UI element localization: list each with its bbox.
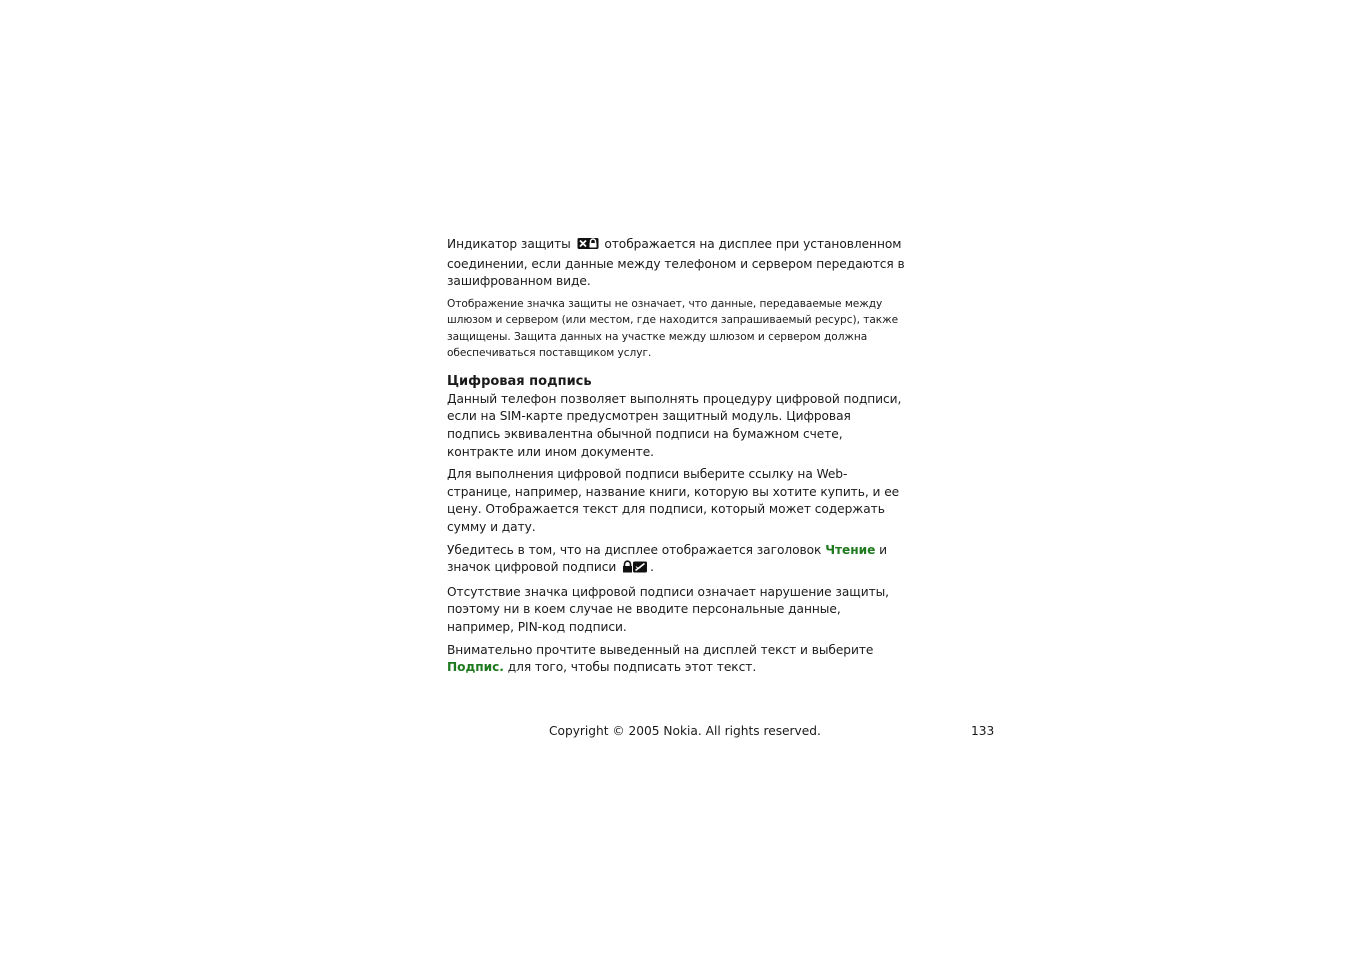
p4-text-2: и значок цифровой подписи xyxy=(447,542,887,575)
section-heading: Цифровая подпись xyxy=(447,373,592,389)
sign-command-highlight: Подпис. xyxy=(447,660,504,675)
p1-text-start: Индикатор защиты xyxy=(447,237,575,251)
digital-signature-icon xyxy=(622,560,648,579)
signature-steps-paragraph: Для выполнения цифровой подписи выберите ссылку на Web-странице, например, название книги, которую вы хотите купить, и ее цену. Отображается текст для подписи, который может содержать сумму и дату. xyxy=(447,467,900,534)
page-content xyxy=(447,236,907,682)
p1-text-end: отображается на дисплее при установленном соединении, если данные между телефоном и сервером передаются в зашифрованном виде. xyxy=(447,237,905,289)
signature-sign-paragraph xyxy=(447,642,907,677)
p6-text-1: Внимательно прочтите выведенный на дисплей текст и выберите xyxy=(447,642,874,657)
security-indicator-paragraph xyxy=(447,236,907,291)
page-number: 133 xyxy=(971,724,995,738)
p4-text-1: Убедитесь в том, что на дисплее отображается заголовок xyxy=(447,542,826,557)
p6-text-2: для того, чтобы подписать этот текст. xyxy=(503,660,757,675)
p4-text-3: . xyxy=(650,560,654,575)
security-indicator-icon xyxy=(577,237,599,256)
reading-title-highlight: Чтение xyxy=(825,542,876,557)
signature-intro-paragraph: Данный телефон позволяет выполнять процедуру цифровой подписи, если на SIM-карте предусмотрен защитный модуль. Цифровая подпись эквивалентна обычной подписи на бумажном счете, контракте или ином документе. xyxy=(447,391,902,459)
signature-warning-paragraph: Отсутствие значка цифровой подписи означает нарушение защиты, поэтому ни в коем случае не вводите персональные данные, например, PIN-код подписи. xyxy=(447,584,890,634)
signature-check-paragraph xyxy=(447,542,907,579)
copyright-footer: Copyright © 2005 Nokia. All rights reserved. xyxy=(549,724,821,738)
security-note: Отображение значка защиты не означает, что данные, передаваемые между шлюзом и сервером (или местом, где находится запрашиваемый ресурс), также защищены. Защита данных на участке между шлюзом и сервером должна обеспечиваться поставщиком услуг. xyxy=(447,297,899,360)
